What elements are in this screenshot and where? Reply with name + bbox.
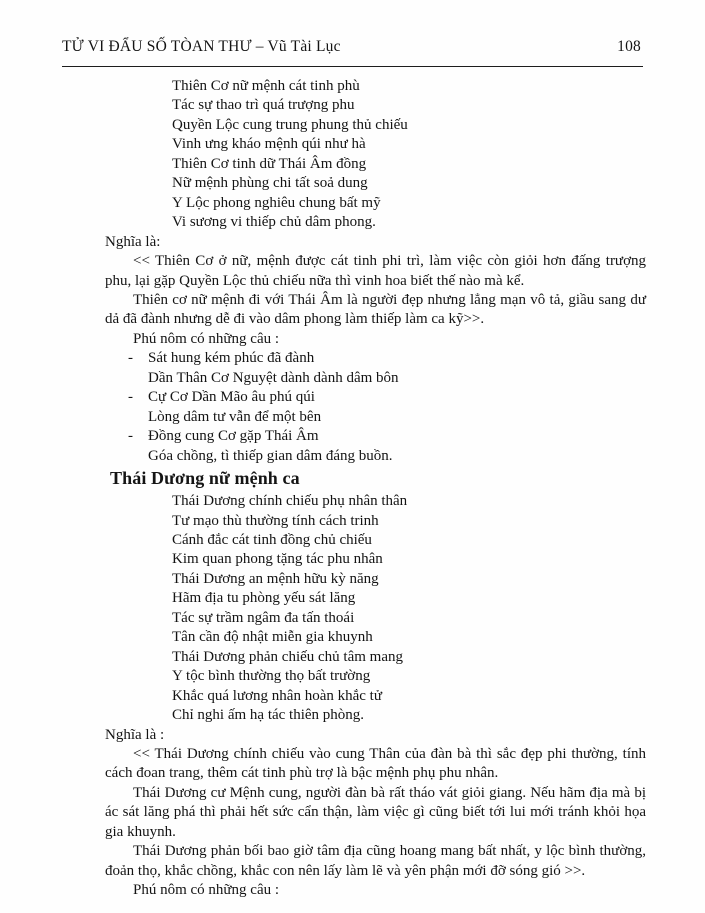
phu-nom-label: Phú nôm có những câu : — [133, 882, 280, 899]
couplet-first-line-row — [105, 427, 646, 446]
verse-line: Khắc quá lương nhân hoàn khắc tử — [172, 687, 382, 704]
paragraph: << Thái Dương chính chiếu vào cung Thân của đàn bà thì sắc đẹp phi thường, tính cách đoan trang, thêm cát tinh phù trợ là bậc mệnh phụ phu nhân. — [105, 745, 646, 782]
meaning-label: Nghĩa là: — [105, 233, 161, 250]
verse-line: Thiên Cơ tinh dữ Thái Âm đồng — [172, 155, 367, 172]
paragraph: Thái Dương cư Mệnh cung, người đàn bà rất tháo vát giỏi giang. Nếu hãm địa mà bị ác sát lăng phá thì phải hết sức cẩn thận, làm việc gì cũng biết tới lui mới tránh khỏi họa gia khuynh. — [105, 784, 646, 840]
verse-line: Thái Dương an mệnh hữu kỳ năng — [172, 570, 379, 587]
phu-nom-label: Phú nôm có những câu : — [133, 330, 280, 347]
verse-line: Kim quan phong tặng tác phu nhân — [172, 551, 383, 568]
verse-line: Quyền Lộc cung trung phung thủ chiếu — [172, 116, 408, 133]
verse-line: Nữ mệnh phùng chi tất soả dung — [172, 175, 368, 192]
verse-line: Thiên Cơ nữ mệnh cát tinh phù — [172, 78, 360, 94]
couplet-second-line: Lòng dâm tư vẫn để một bên — [148, 408, 322, 425]
verse-line: Thái Dương chính chiếu phụ nhân thân — [172, 493, 408, 510]
meaning-label: Nghĩa là : — [105, 726, 165, 743]
page-number: 108 — [617, 38, 641, 55]
couplet-first-line: Cự Cơ Dần Mão âu phú qúi — [148, 389, 315, 406]
running-header-title: TỬ VI ĐẨU SỐ TÒAN THƯ – Vũ Tài Lục — [62, 38, 341, 55]
couplet-second-line: Góa chồng, tì thiếp gian dâm đáng buồn. — [148, 447, 393, 464]
couplet-first-line-row — [105, 388, 646, 407]
couplet-item — [105, 388, 646, 427]
section-heading: Thái Dương nữ mệnh ca — [110, 468, 300, 489]
verse-line: Vinh ưng kháo mệnh qúi như hà — [172, 136, 366, 153]
verse-line: Tư mạo thù thường tính cách trinh — [172, 512, 379, 529]
couplet-item — [105, 427, 646, 466]
paragraph: Thiên cơ nữ mệnh đi với Thái Âm là người đẹp nhưng lẳng mạn vô tả, giầu sang dư dả đã đành nhưng dễ đi vào dâm phong làm thiếp làm ca kỹ>>. — [105, 291, 646, 328]
verse-line: Cánh đắc cát tinh đồng chủ chiếu — [172, 531, 372, 548]
couplet-second-line: Dần Thân Cơ Nguyệt dành dành dâm bôn — [148, 369, 399, 386]
page-header — [62, 38, 641, 56]
verse-block-thien-co — [172, 77, 646, 233]
paragraph: << Thiên Cơ ở nữ, mệnh được cát tinh phi trì, làm việc còn giỏi hơn đấng trượng phu, lại gặp Quyền Lộc thủ chiếu nữa thì vinh hoa biết thế nào mà kể. — [105, 253, 646, 289]
bullet-dash: - — [128, 428, 133, 445]
verse-line: Y Lộc phong nghiêu chung bất mỹ — [172, 194, 381, 211]
verse-line: Tân cần độ nhật miễn gia khuynh — [172, 629, 373, 646]
verse-line: Thái Dương phản chiếu chủ tâm mang — [172, 648, 403, 665]
verse-block-thai-duong — [172, 492, 646, 725]
page-body — [105, 77, 646, 901]
bullet-dash: - — [128, 389, 133, 406]
verse-line: Tác sự trầm ngâm đa tấn thoái — [172, 609, 355, 626]
header-rule — [62, 66, 643, 67]
verse-line: Y tộc bình thường thọ bất trường — [172, 668, 371, 685]
couplet-item — [105, 349, 646, 388]
verse-line: Chỉ nghi ấm hạ tác thiên phòng. — [172, 707, 365, 724]
paragraph: Thái Dương phản bối bao giờ tâm địa cũng hoang mang bất nhất, y lộc bình thường, đoản thọ, khắc chồng, khắc con nên lấy làm lẽ và yên phận mới đỡ sóng gió >>. — [105, 843, 646, 879]
couplet-first-line-row — [105, 349, 646, 368]
verse-line: Tác sự thao trì quá trượng phu — [172, 97, 355, 114]
couplet-list — [105, 349, 646, 466]
verse-line: Hãm địa tu phòng yếu sát lăng — [172, 590, 356, 607]
couplet-first-line: Sát hung kém phúc đã đành — [148, 350, 315, 367]
verse-line: Vi sương vi thiếp chủ dâm phong. — [172, 214, 376, 231]
bullet-dash: - — [128, 350, 133, 367]
couplet-first-line: Đồng cung Cơ gặp Thái Âm — [148, 428, 319, 445]
